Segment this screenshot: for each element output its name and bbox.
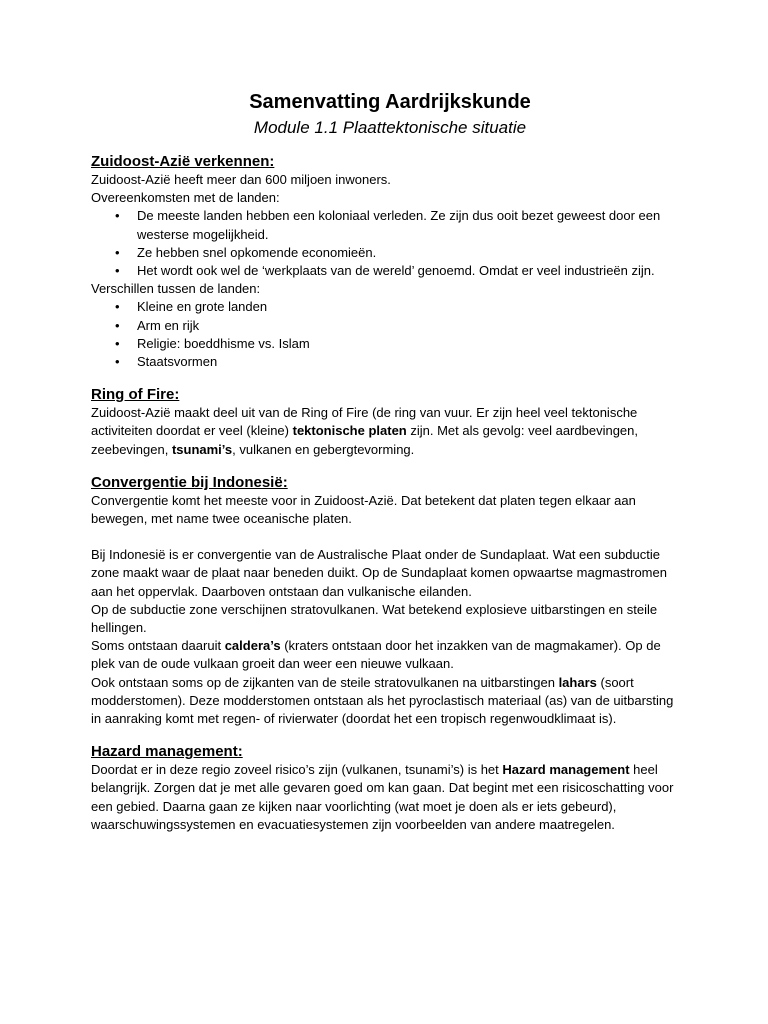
paragraph-spacer: [91, 528, 681, 546]
section-heading-convergentie: Convergentie bij Indonesië:: [91, 473, 288, 491]
bullet-icon: •: [115, 317, 120, 333]
bullet-icon: •: [115, 263, 120, 279]
bold-term: lahars: [558, 674, 597, 690]
section-heading-ring-of-fire: Ring of Fire:: [91, 386, 180, 404]
list-item: • Staatsvormen: [91, 353, 681, 371]
bullet-list-verschillen: [91, 298, 681, 371]
bold-term: tektonische platen: [292, 423, 407, 439]
document-subtitle: Module 1.1 Plaattektonische situatie: [253, 118, 527, 137]
section-heading-zuidoost-azie: Zuidoost-Azië verkennen:: [91, 153, 275, 170]
paragraph: Doordat er in deze regio zoveel risico’s zijn (vulkanen, tsunami’s) is het Hazard management heel belangrijk. Zorgen dat je met alle gevaren goed om kan gaan. Dat begint met een risicoschatting voor een gebied. Daarna gaan ze kijken naar voorlichting (wat moet je doen als er iets gebeurd), waarschuwingssystemen en evacuatiesystemen zijn voorbeelden van andere maatregelen.: [91, 762, 674, 832]
bullet-icon: •: [115, 354, 120, 370]
bullet-icon: •: [115, 299, 120, 315]
paragraph: Ook ontstaan soms op de zijkanten van de steile stratovulkanen na uitbarstingen lahars (soort modderstomen). Deze modderstomen ontstaan als het pyroclastisch materiaal (as) van de uitbarsting in aanraking komt met regen- of rivierwater (doordat het een tropisch regenwoudklimaat is).: [91, 674, 674, 727]
section-heading-hazard-management: Hazard management:: [91, 743, 243, 761]
document-title: Samenvatting Aardrijkskunde: [249, 91, 531, 113]
paragraph: Convergentie komt het meeste voor in Zuidoost-Azië. Dat betekent dat platen tegen elkaar aan bewegen, met name twee oceanische platen.: [91, 492, 636, 527]
paragraph: Verschillen tussen de landen:: [91, 281, 261, 297]
bold-term: caldera’s: [224, 638, 281, 654]
bullet-icon: •: [115, 244, 120, 260]
paragraph: Overeenkomsten met de landen:: [91, 190, 280, 206]
list-item: • Kleine en grote landen: [91, 298, 681, 316]
bullet-icon: •: [115, 335, 120, 351]
bold-term: tsunami’s: [171, 441, 233, 457]
bullet-list-overeenkomsten: [91, 207, 681, 280]
list-item: • De meeste landen hebben een koloniaal verleden. Ze zijn dus ooit bezet geweest door een westerse mogelijkheid.: [115, 208, 661, 242]
paragraph: Soms ontstaan daaruit caldera’s (kraters ontstaan door het inzakken van de magmakamer). Op de plek van de oude vulkaan groeit dan weer een nieuwe vulkaan.: [91, 638, 661, 672]
list-item: • Religie: boeddhisme vs. Islam: [91, 335, 681, 353]
bullet-icon: •: [115, 208, 120, 224]
list-item: • Ze hebben snel opkomende economieën.: [91, 244, 681, 262]
bold-term: Hazard management: [502, 762, 630, 778]
list-item: • Arm en rijk: [91, 317, 681, 335]
paragraph: Op de subductie zone verschijnen stratovulkanen. Wat betekend explosieve uitbarstingen en steile hellingen.: [91, 601, 658, 636]
paragraph: Bij Indonesië is er convergentie van de Australische Plaat onder de Sundaplaat. Wat een subductie zone maakt waar de plaat naar beneden duikt. Op de Sundaplaat komen opwaartse magmastromen aan het oppervlak. Daarboven ontstaan dan vulkanische eilanden.: [91, 547, 667, 599]
document-body: [91, 90, 681, 834]
list-item: • Het wordt ook wel de ‘werkplaats van de wereld’ genoemd. Omdat er veel industrieën zijn.: [91, 262, 681, 280]
paragraph: Zuidoost-Azië maakt deel uit van de Ring of Fire (de ring van vuur. Er zijn heel veel tektonische activiteiten doordat er veel (kleine) tektonische platen zijn. Met als gevolg: veel aardbevingen, zeebevingen, tsunami’s, vulkanen en gebergtevorming.: [91, 405, 638, 457]
paragraph: Zuidoost-Azië heeft meer dan 600 miljoen inwoners.: [91, 172, 391, 187]
